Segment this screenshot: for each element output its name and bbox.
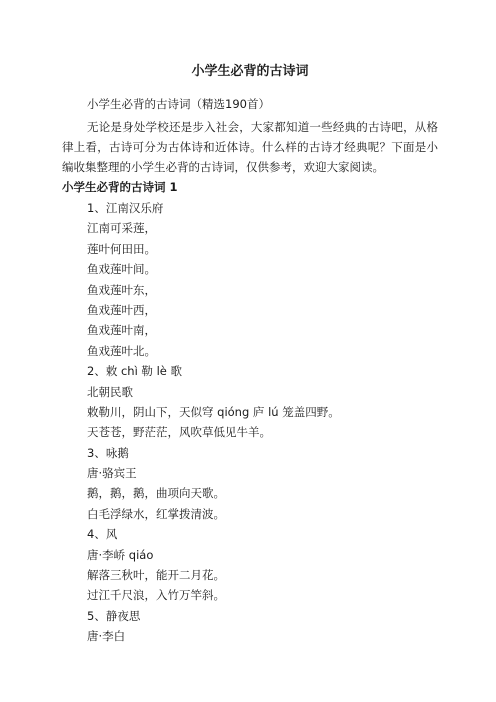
poem-line: 江南可采莲， bbox=[87, 221, 156, 236]
poem-author: 唐·李白 bbox=[87, 629, 126, 644]
poem-line: 解落三秋叶，能开二月花。 bbox=[87, 568, 225, 583]
poem-title-yonge: 3、咏鹅 bbox=[87, 445, 129, 460]
poem-line: 鱼戏莲叶北。 bbox=[87, 343, 156, 358]
poem-line: 鱼戏莲叶间。 bbox=[87, 262, 156, 277]
poem-author: 北朝民歌 bbox=[87, 384, 133, 399]
poem-title-jiangnan: 1、江南汉乐府 bbox=[87, 201, 164, 215]
poem-line: 鱼戏莲叶西， bbox=[87, 302, 156, 317]
poem-line: 天苍苍，野茫茫，风吹草低见牛羊。 bbox=[87, 425, 271, 440]
poem-line: 白毛浮绿水，红掌拨清波。 bbox=[87, 506, 225, 521]
poem-author: 唐·骆宾王 bbox=[87, 466, 137, 481]
poem-line: 鱼戏莲叶东， bbox=[87, 282, 156, 297]
poem-title-jingyesi: 5、静夜思 bbox=[87, 608, 141, 623]
document-title: 小学生必背的古诗词 bbox=[191, 64, 309, 79]
poem-line: 过江千尺浪，入竹万竿斜。 bbox=[87, 588, 225, 603]
poem-title-chilege: 2、敕 chì 勒 lè 歌 bbox=[87, 364, 183, 379]
poem-line: 敕勒川，阴山下，天似穹 qióng 庐 lú 笼盖四野。 bbox=[87, 404, 340, 419]
poem-line: 鱼戏莲叶南， bbox=[87, 323, 156, 338]
poem-line: 鹅，鹅，鹅，曲项向天歌。 bbox=[87, 486, 225, 501]
document-subtitle: 小学生必背的古诗词（精选190首） bbox=[87, 97, 270, 111]
section-heading: 小学生必背的古诗词 1 bbox=[62, 180, 178, 194]
poem-author: 唐·李峤 qiáo bbox=[87, 547, 154, 562]
poem-title-feng: 4、风 bbox=[87, 527, 118, 542]
poem-lines bbox=[62, 198, 438, 647]
poem-line: 莲叶何田田。 bbox=[87, 241, 156, 256]
intro-paragraph: 无论是身处学校还是步入社会，大家都知道一些经典的古诗吧，从格律上看，古诗可分为古体诗和近体诗。什么样的古诗才经典呢？下面是小编收集整理的小学生必背的古诗词，仅供参考，欢迎大家阅读。 bbox=[62, 120, 438, 174]
